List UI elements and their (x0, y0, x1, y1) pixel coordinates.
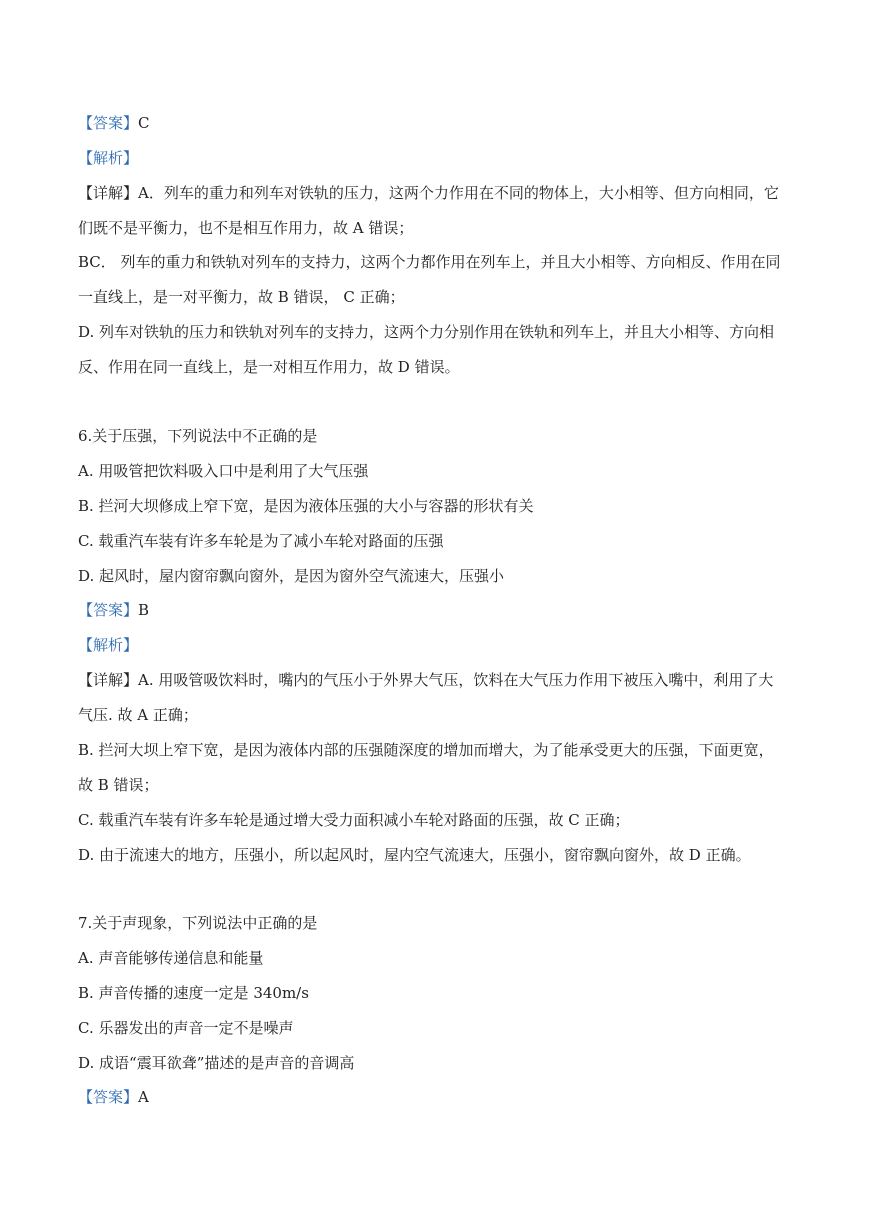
prev-detail-line-2: 们既不是平衡力，也不是相互作用力，故 A 错误； (78, 219, 414, 237)
question-7-option-b: B. 声音传播的速度一定是 340m/s (78, 984, 309, 1002)
question-7-answer-line (78, 1087, 809, 1107)
question-6-detail-line-3: B. 拦河大坝上窄下宽，是因为液体内部的压强随深度的增加而增大，为了能承受更大的压强，下面更宽， (78, 741, 774, 759)
answer-label: 【答案】 (78, 601, 139, 619)
question-6-stem: 6.关于压强，下列说法中不正确的是 (78, 427, 318, 445)
question-6-detail-line-5: C. 载重汽车装有许多车轮是通过增大受力面积减小车轮对路面的压强，故 C 正确； (78, 811, 630, 829)
answer-label: 【答案】 (78, 114, 139, 132)
question-6-answer-line (78, 600, 809, 620)
prev-analysis-label (78, 148, 809, 168)
question-6-detail-line-6: D. 由于流速大的地方，压强小，所以起风时，屋内空气流速大，压强小，窗帘飘向窗外，故 D 正确。 (78, 846, 751, 864)
answer-value: C (138, 114, 150, 132)
analysis-label: 【解析】 (78, 636, 139, 654)
prev-detail-line-6: 反、作用在同一直线上，是一对相互作用力，故 D 错误。 (78, 358, 460, 376)
analysis-label: 【解析】 (78, 149, 139, 167)
question-6-option-c: C. 载重汽车装有许多车轮是为了减小车轮对路面的压强 (78, 532, 444, 550)
question-7-stem: 7.关于声现象，下列说法中正确的是 (78, 914, 318, 932)
question-7-option-c: C. 乐器发出的声音一定不是噪声 (78, 1019, 294, 1037)
prev-detail-line-5: D. 列车对铁轨的压力和铁轨对列车的支持力，这两个力分别作用在铁轨和列车上，并且大小相等、方向相 (78, 323, 775, 341)
prev-detail-line-1 (78, 183, 809, 203)
answer-value: A (138, 1088, 149, 1106)
detail-label: 【详解】 (78, 671, 139, 689)
answer-label: 【答案】 (78, 1088, 139, 1106)
question-7-option-a: A. 声音能够传递信息和能量 (78, 949, 264, 967)
detail-label: 【详解】 (78, 184, 139, 202)
question-6-analysis-label (78, 635, 809, 655)
question-7-option-d: D. 成语“震耳欲聋”描述的是声音的音调高 (78, 1054, 355, 1072)
question-6-detail-line-4: 故 B 错误； (78, 776, 159, 794)
prev-answer-line (78, 113, 809, 133)
question-6-option-d: D. 起风时，屋内窗帘飘向窗外，是因为窗外空气流速大，压强小 (78, 567, 505, 585)
question-6-detail-line-2: 气压. 故 A 正确； (78, 706, 198, 724)
question-6-option-a: A. 用吸管把饮料吸入口中是利用了大气压强 (78, 462, 369, 480)
detail-text: A. 用吸管吸饮料时，嘴内的气压小于外界大气压，饮料在大气压力作用下被压入嘴中，利用了大 (138, 671, 774, 689)
answer-value: B (138, 601, 150, 619)
prev-detail-line-4: 一直线上，是一对平衡力，故 B 错误， C 正确； (78, 288, 405, 306)
prev-detail-line-3: BC． 列车的重力和铁轨对列车的支持力，这两个力都作用在列车上，并且大小相等、方向相反、作用在同 (78, 253, 781, 271)
detail-text: A．列车的重力和列车对铁轨的压力，这两个力作用在不同的物体上，大小相等、但方向相同，它 (138, 184, 779, 202)
question-6-option-b: B. 拦河大坝修成上窄下宽，是因为液体压强的大小与容器的形状有关 (78, 497, 534, 515)
question-6-detail-line-1 (78, 670, 809, 690)
